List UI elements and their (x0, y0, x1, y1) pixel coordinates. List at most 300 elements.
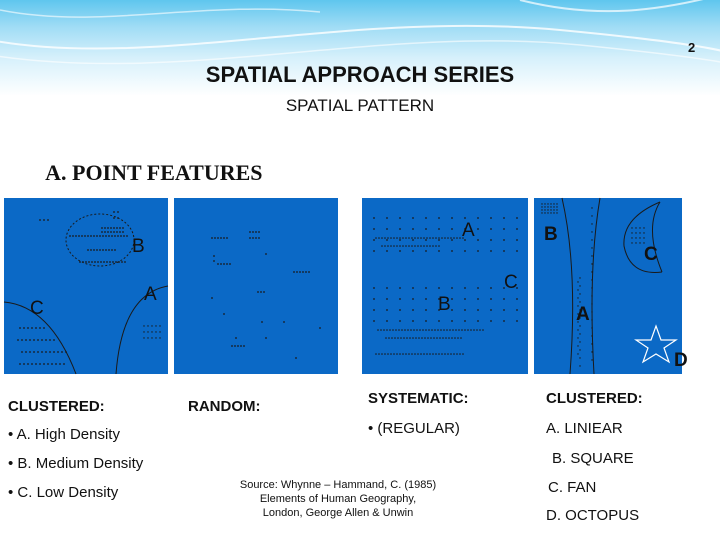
point-dot (101, 231, 103, 233)
point-dot (553, 203, 554, 204)
point-dot (412, 228, 414, 230)
point-dot (631, 227, 632, 228)
point-dot (448, 337, 450, 339)
point-dot (35, 363, 37, 365)
point-dot (405, 237, 407, 239)
point-dot (452, 329, 454, 331)
point-dot (96, 235, 98, 237)
point-dot (19, 327, 21, 329)
point-dot (399, 309, 401, 311)
point-dot (456, 353, 458, 355)
point-dot (464, 287, 466, 289)
point-dot (451, 309, 453, 311)
point-dot (425, 320, 427, 322)
point-dot (252, 237, 254, 239)
point-dot (635, 237, 636, 238)
point-dot (433, 337, 435, 339)
point-dot (220, 237, 222, 239)
point-dot (579, 277, 580, 278)
point-dot (33, 351, 35, 353)
point-dot (553, 206, 554, 207)
panel-systematic-figure (362, 198, 528, 374)
point-dot (422, 329, 424, 331)
point-dot (459, 237, 461, 239)
point-dot (82, 261, 84, 263)
point-dot (503, 250, 505, 252)
point-dot (110, 231, 112, 233)
point-dot (113, 211, 115, 213)
point-dot (400, 337, 402, 339)
point-dot (387, 353, 389, 355)
slide-title: SPATIAL APPROACH SERIES (205, 62, 515, 87)
point-dot (387, 245, 389, 247)
point-dot (25, 351, 27, 353)
point-dot (544, 209, 545, 210)
point-dot (403, 337, 405, 339)
point-dot (72, 235, 74, 237)
caption-item: B. SQUARE (552, 450, 634, 467)
point-dot (550, 209, 551, 210)
point-dot (229, 263, 231, 265)
point-dot (381, 245, 383, 247)
point-dot (55, 363, 57, 365)
point-dot (490, 298, 492, 300)
point-dot (643, 232, 644, 233)
point-dot (451, 287, 453, 289)
point-dot (85, 261, 87, 263)
point-dot (438, 320, 440, 322)
point-dot (577, 337, 578, 338)
point-dot (503, 228, 505, 230)
point-dot (261, 321, 263, 323)
point-dot (425, 250, 427, 252)
point-dot (429, 237, 431, 239)
point-dot (39, 327, 41, 329)
point-dot (378, 353, 380, 355)
point-dot (553, 209, 554, 210)
point-dot (556, 203, 557, 204)
point-dot (265, 253, 267, 255)
point-dot (451, 298, 453, 300)
point-dot (105, 249, 107, 251)
point-dot (411, 353, 413, 355)
point-dot (21, 351, 23, 353)
point-dot (43, 219, 45, 221)
point-dot (237, 345, 239, 347)
point-dot (544, 206, 545, 207)
point-dot (87, 235, 89, 237)
point-dot (147, 337, 148, 338)
point-dot (35, 327, 37, 329)
point-dot (143, 325, 144, 326)
point-dot (409, 337, 411, 339)
label-a: A (576, 304, 590, 325)
point-dot (159, 337, 160, 338)
caption-item: • B. Medium Density (8, 455, 144, 472)
point-dot (43, 363, 45, 365)
caption-systematic-heading: SYSTEMATIC: (368, 390, 469, 407)
point-dot (223, 313, 225, 315)
point-dot (78, 235, 80, 237)
point-dot (411, 237, 413, 239)
point-dot (214, 237, 216, 239)
point-dot (451, 250, 453, 252)
point-dot (477, 250, 479, 252)
point-dot (424, 337, 426, 339)
point-dot (390, 353, 392, 355)
point-dot (308, 271, 310, 273)
point-dot (431, 329, 433, 331)
point-dot (415, 337, 417, 339)
point-dot (111, 235, 113, 237)
label-a: A (462, 220, 475, 241)
point-dot (464, 217, 466, 219)
point-dot (51, 363, 53, 365)
point-dot (447, 237, 449, 239)
point-dot (243, 345, 245, 347)
point-dot (395, 329, 397, 331)
point-dot (429, 245, 431, 247)
point-dot (591, 351, 592, 352)
panel-systematic (362, 198, 528, 374)
point-dot (47, 363, 49, 365)
point-dot (283, 321, 285, 323)
point-dot (108, 249, 110, 251)
point-dot (413, 329, 415, 331)
point-dot (434, 329, 436, 331)
point-dot (99, 249, 101, 251)
point-dot (126, 235, 128, 237)
point-dot (159, 331, 160, 332)
caption-clustered-heading: CLUSTERED: (8, 398, 105, 415)
point-dot (31, 327, 33, 329)
point-dot (516, 228, 518, 230)
point-dot (23, 363, 25, 365)
point-dot (384, 237, 386, 239)
point-dot (577, 345, 578, 346)
point-dot (635, 242, 636, 243)
point-dot (516, 309, 518, 311)
point-dot (503, 320, 505, 322)
point-dot (23, 327, 25, 329)
point-dot (639, 242, 640, 243)
point-dot (412, 239, 414, 241)
point-dot (386, 239, 388, 241)
point-dot (31, 363, 33, 365)
point-dot (155, 325, 156, 326)
point-dot (410, 329, 412, 331)
caption-item: • C. Low Density (8, 484, 119, 501)
point-dot (437, 329, 439, 331)
point-dot (425, 287, 427, 289)
point-dot (107, 231, 109, 233)
point-dot (299, 271, 301, 273)
point-dot (639, 232, 640, 233)
point-dot (490, 250, 492, 252)
point-dot (444, 237, 446, 239)
point-dot (43, 327, 45, 329)
point-dot (79, 261, 81, 263)
point-dot (151, 337, 152, 338)
point-dot (447, 353, 449, 355)
point-dot (375, 353, 377, 355)
point-dot (249, 237, 251, 239)
point-dot (414, 245, 416, 247)
point-dot (579, 349, 580, 350)
point-dot (386, 329, 388, 331)
point-dot (220, 263, 222, 265)
point-dot (412, 309, 414, 311)
point-dot (377, 329, 379, 331)
point-dot (103, 261, 105, 263)
point-dot (387, 237, 389, 239)
point-dot (490, 239, 492, 241)
label-b: B (544, 224, 558, 245)
point-dot (579, 325, 580, 326)
point-dot (399, 353, 401, 355)
point-dot (93, 249, 95, 251)
point-dot (118, 261, 120, 263)
point-dot (399, 217, 401, 219)
point-dot (406, 337, 408, 339)
point-dot (115, 261, 117, 263)
point-dot (393, 245, 395, 247)
point-dot (393, 237, 395, 239)
point-dot (541, 209, 542, 210)
point-dot (147, 325, 148, 326)
point-dot (37, 351, 39, 353)
point-dot (476, 329, 478, 331)
point-dot (398, 329, 400, 331)
point-dot (579, 285, 580, 286)
point-dot (591, 271, 592, 272)
point-dot (451, 228, 453, 230)
point-dot (17, 339, 19, 341)
point-dot (53, 351, 55, 353)
point-dot (84, 235, 86, 237)
point-dot (120, 235, 122, 237)
point-dot (96, 249, 98, 251)
point-dot (631, 237, 632, 238)
point-dot (639, 237, 640, 238)
point-dot (211, 237, 213, 239)
point-dot (428, 329, 430, 331)
point-dot (29, 339, 31, 341)
point-dot (432, 237, 434, 239)
point-dot (143, 331, 144, 332)
point-dot (420, 237, 422, 239)
point-dot (375, 237, 377, 239)
point-dot (443, 329, 445, 331)
point-dot (53, 339, 55, 341)
point-dot (108, 235, 110, 237)
point-dot (455, 329, 457, 331)
point-dot (438, 250, 440, 252)
point-dot (556, 212, 557, 213)
point-dot (556, 206, 557, 207)
point-dot (408, 245, 410, 247)
point-dot (579, 333, 580, 334)
point-dot (473, 329, 475, 331)
point-dot (99, 235, 101, 237)
point-dot (490, 309, 492, 311)
point-dot (591, 359, 592, 360)
point-dot (90, 235, 92, 237)
point-dot (111, 249, 113, 251)
point-dot (293, 271, 295, 273)
point-dot (441, 237, 443, 239)
point-dot (100, 261, 102, 263)
panel-clustered-density-figure (4, 198, 168, 374)
point-dot (591, 287, 592, 288)
point-dot (388, 337, 390, 339)
point-dot (260, 291, 262, 293)
point-dot (399, 237, 401, 239)
point-dot (396, 237, 398, 239)
point-dot (490, 228, 492, 230)
point-dot (436, 337, 438, 339)
point-dot (451, 337, 453, 339)
caption-clustered-shapes-heading: CLUSTERED: (546, 390, 643, 407)
point-dot (458, 329, 460, 331)
point-dot (109, 261, 111, 263)
point-dot (104, 231, 106, 233)
point-dot (41, 339, 43, 341)
point-dot (29, 351, 31, 353)
point-dot (57, 351, 59, 353)
point-dot (295, 357, 297, 359)
point-dot (19, 363, 21, 365)
point-dot (421, 337, 423, 339)
point-dot (399, 320, 401, 322)
point-dot (490, 320, 492, 322)
point-dot (547, 206, 548, 207)
point-dot (477, 309, 479, 311)
point-dot (143, 337, 144, 338)
point-dot (412, 320, 414, 322)
point-dot (113, 227, 115, 229)
point-dot (503, 309, 505, 311)
point-dot (390, 237, 392, 239)
point-dot (441, 353, 443, 355)
panel-clustered-shape-figure (534, 198, 688, 374)
point-dot (453, 237, 455, 239)
panel-clustered-shape (534, 198, 688, 374)
point-dot (234, 345, 236, 347)
point-dot (302, 271, 304, 273)
point-dot (63, 363, 65, 365)
point-dot (263, 291, 265, 293)
point-dot (412, 287, 414, 289)
point-dot (438, 217, 440, 219)
point-dot (464, 329, 466, 331)
point-dot (75, 235, 77, 237)
point-dot (373, 250, 375, 252)
panel-random-figure (174, 198, 338, 374)
point-dot (27, 363, 29, 365)
caption-item: • (REGULAR) (368, 420, 460, 437)
point-dot (417, 237, 419, 239)
source-line: Elements of Human Geography, (259, 493, 417, 505)
point-dot (643, 227, 644, 228)
point-dot (451, 239, 453, 241)
point-dot (91, 261, 93, 263)
point-dot (432, 245, 434, 247)
point-dot (516, 250, 518, 252)
page-number: 2 (688, 40, 696, 55)
point-dot (423, 245, 425, 247)
point-dot (591, 255, 592, 256)
caption-item: • A. High Density (8, 426, 120, 443)
point-dot (106, 261, 108, 263)
point-dot (386, 298, 388, 300)
point-dot (477, 320, 479, 322)
point-dot (231, 345, 233, 347)
point-dot (121, 261, 123, 263)
point-dot (591, 223, 592, 224)
point-dot (435, 237, 437, 239)
point-dot (631, 232, 632, 233)
point-dot (88, 261, 90, 263)
point-dot (477, 298, 479, 300)
point-dot (33, 339, 35, 341)
point-dot (414, 353, 416, 355)
point-dot (402, 245, 404, 247)
point-dot (114, 249, 116, 251)
point-dot (412, 298, 414, 300)
label-c: C (30, 298, 44, 319)
point-dot (450, 237, 452, 239)
caption-random-heading: RANDOM: (188, 398, 261, 415)
caption-item: C. FAN (548, 479, 597, 496)
point-dot (451, 217, 453, 219)
point-dot (425, 239, 427, 241)
point-dot (69, 235, 71, 237)
point-dot (541, 203, 542, 204)
point-dot (49, 351, 51, 353)
point-dot (87, 249, 89, 251)
point-dot (414, 237, 416, 239)
point-dot (591, 215, 592, 216)
point-dot (41, 351, 43, 353)
point-dot (482, 329, 484, 331)
point-dot (453, 353, 455, 355)
point-dot (386, 217, 388, 219)
point-dot (151, 325, 152, 326)
point-dot (460, 337, 462, 339)
point-dot (102, 235, 104, 237)
point-dot (305, 271, 307, 273)
point-dot (380, 329, 382, 331)
point-dot (426, 237, 428, 239)
point-dot (386, 320, 388, 322)
point-dot (116, 231, 118, 233)
point-dot (503, 217, 505, 219)
point-dot (412, 217, 414, 219)
point-dot (438, 353, 440, 355)
point-dot (21, 339, 23, 341)
point-dot (27, 327, 29, 329)
point-dot (113, 217, 115, 219)
point-dot (240, 345, 242, 347)
point-dot (25, 339, 27, 341)
point-dot (438, 287, 440, 289)
point-dot (373, 287, 375, 289)
point-dot (373, 239, 375, 241)
point-dot (591, 311, 592, 312)
point-dot (591, 303, 592, 304)
point-dot (544, 203, 545, 204)
